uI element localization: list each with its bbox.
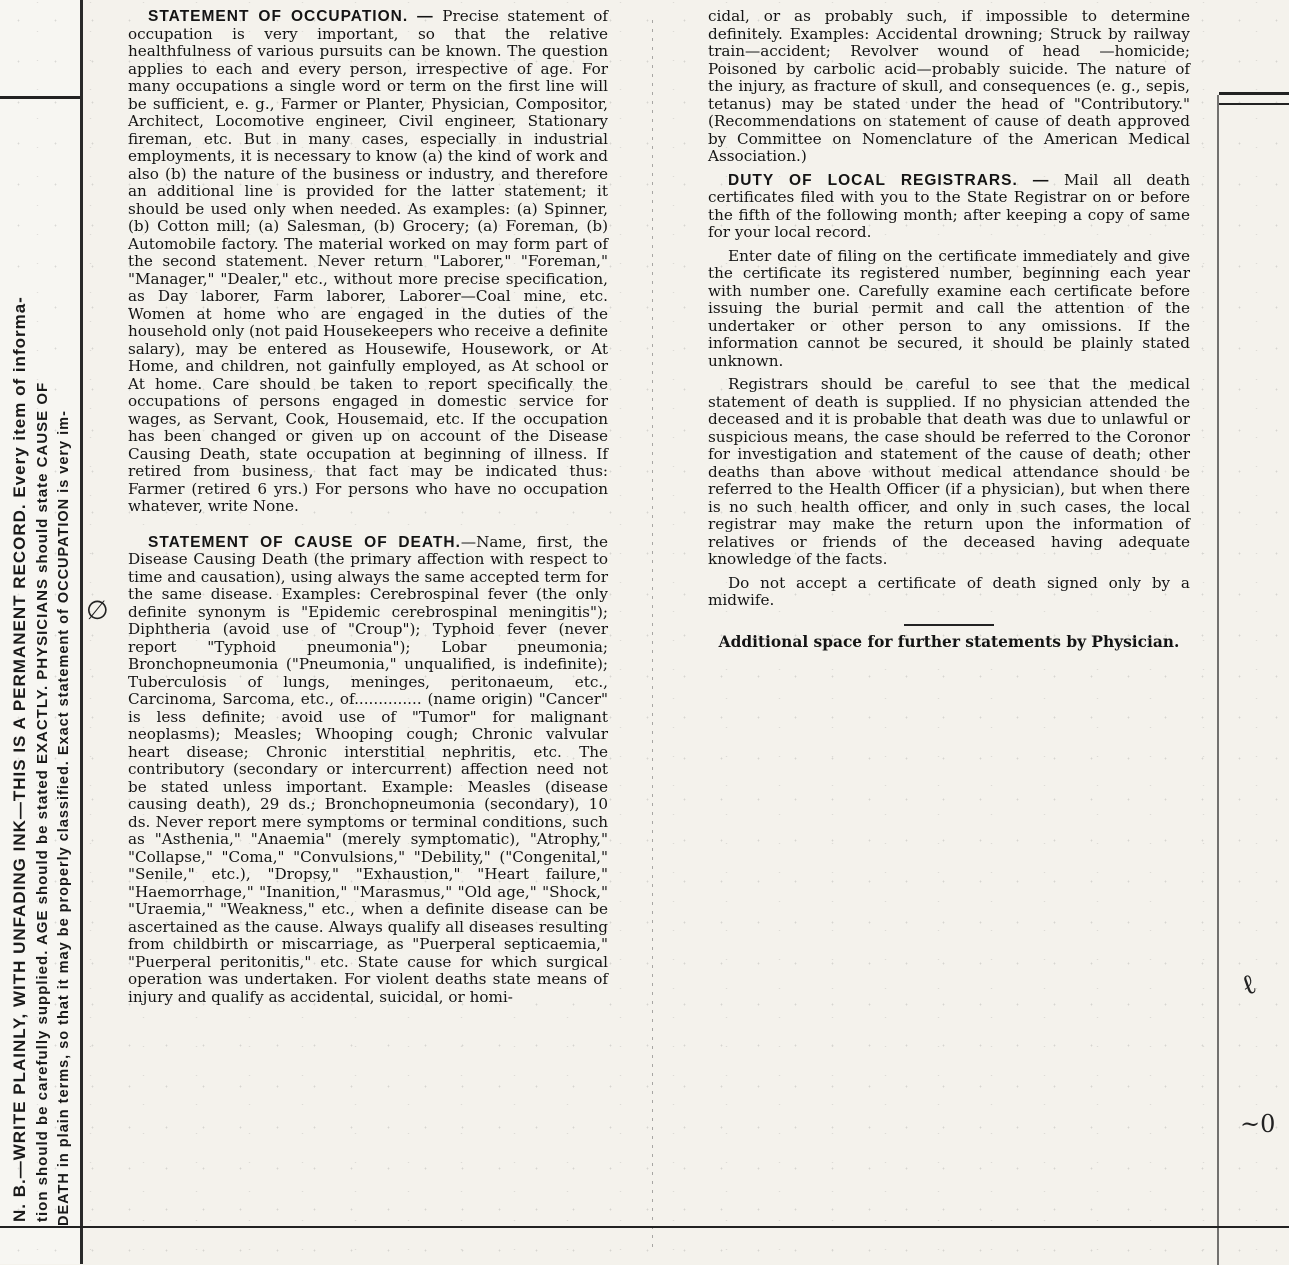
registrars-heading: DUTY OF LOCAL REGISTRARS. —	[728, 171, 1050, 189]
handwritten-zero-icon: ~0	[1240, 1110, 1276, 1138]
registrars-p1-text: Mail all death certificates filed with you to the State Registrar on or before the fifth of the following month; after keeping a copy of same for your local record.	[708, 170, 1190, 241]
right-edge-tab	[1219, 92, 1289, 105]
occupation-section	[128, 8, 608, 516]
section-rule	[904, 624, 994, 626]
cause-section	[128, 534, 608, 1007]
margin-notice-line-1: N. B.—WRITE PLAINLY, WITH UNFADING INK—THIS IS A PERMANENT RECORD. Every item of informa-	[10, 296, 29, 1222]
margin-divider	[80, 0, 83, 1264]
ink-blot-icon: ∅	[86, 596, 109, 626]
registrars-paragraph-1	[708, 172, 1190, 242]
registrars-paragraph-3: Registrars should be careful to see that the medical statement of death is supplied. If no physician attended the deceased and it is probable that death was due to unlawful or suspicious means, the case should be referred to the Coronor for investigation and statement of the cause of death; other deaths than above without medical attendance should be referred to the Health Officer (if a physician), but when there is no such health officer, and only in such cases, the local registrar may make the return upon the information of relatives or friends of the deceased having adequate knowledge of the facts.	[708, 375, 1190, 568]
bottom-rule	[0, 1226, 1289, 1228]
registrars-paragraph-4: Do not accept a certificate of death signed only by a midwife.	[708, 573, 1190, 609]
handwritten-mark-icon: ℓ	[1236, 966, 1261, 1003]
left-column	[128, 8, 608, 1024]
margin-notice-line-2: tion should be carefully supplied. AGE should be stated EXACTLY. PHYSICIANS should state CAUSE OF	[34, 381, 51, 1222]
right-column	[708, 8, 1190, 651]
additional-space-label: Additional space for further statements by Physician.	[718, 632, 1180, 651]
cause-body: —Name, first, the Disease Causing Death (the primary affection with respect to time and causation), using always the same accepted term for the same disease. Examples: Cerebrospinal fever (the only definite synonym is "Epidemic cerebrospinal meningitis"); Diphtheria (avoid use of "Croup"); Typhoid fever (never report "Typhoid pneumonia"); Lobar pneumonia; Bronchopneumonia ("Pneumonia," unqualified, is indefinite); Tuberculosis of lungs, meninges, peritonaeum, etc., Carcinoma, Sarcoma, etc., of.............. (name origin) "Cancer" is less definite; avoid use of "Tumor" for malignant neoplasms); Measles; Whooping cough; Chronic valvular heart disease; Chronic interstitial nephritis, etc. The contributory (secondary or intercurrent) affection need not be stated unless important. Example: Measles (disease causing death), 29 ds.; Bronchopneumonia (secondary), 10 ds. Never report mere symptoms or terminal conditions, such as "Asthenia," "Anaemia" (merely symptomatic), "Atrophy," "Collapse," "Coma," "Convulsions," "Debility," ("Congenital," "Senile," etc.), "Dropsy," "Exhaustion," "Heart failure," "Haemorrhage," "Inanition," "Marasmus," "Old age," "Shock," "Uraemia," "Weakness," etc., when a definite disease can be ascertained as the cause. Always qualify all diseases resulting from childbirth or miscarriage, as "Puerperal septicaemia," "Puerperal peritonitis," etc. State cause for which surgical operation was undertaken. For violent deaths state means of injury and qualify as accidental, suicidal, or homi-	[128, 532, 608, 1006]
occupation-heading: STATEMENT OF OCCUPATION. —	[148, 8, 434, 25]
cause-heading: STATEMENT OF CAUSE OF DEATH.	[148, 533, 461, 551]
column-divider	[652, 20, 653, 1250]
right-edge-line	[1217, 95, 1219, 1265]
occupation-body: Precise statement of occupation is very important, so that the relative healthfulness of various pursuits can be known. The question applies to each and every person, irrespective of age. For many occupations a single word or term on the first line will be sufficient, e. g., Farmer or Planter, Physician, Compositor, Architect, Locomotive engineer, Civil engineer, Stationary fireman, etc. But in many cases, especially in industrial employments, it is necessary to know (a) the kind of work and also (b) the nature of the business or industry, and therefore an additional line is provided for the latter statement; it should be used only when needed. As examples: (a) Spinner, (b) Cotton mill; (a) Salesman, (b) Grocery; (a) Foreman, (b) Automobile factory. The material worked on may form part of the second statement. Never return "Laborer," "Foreman," "Manager," "Dealer," etc., without more precise specification, as Day laborer, Farm laborer, Laborer—Coal mine, etc. Women at home who are engaged in the duties of the household only (not paid Housekeepers who receive a definite salary), may be entered as Housewife, Housework, or At Home, and children, not gainfully employed, as At school or At home. Care should be taken to report specifically the occupations of persons engaged in domestic service for wages, as Servant, Cook, Housemaid, etc. If the occupation has been changed or given up on account of the Disease Causing Death, state occupation at beginning of illness. If retired from business, that fact may be indicated thus: Farmer (retired 6 yrs.) For persons who have no occupation whatever, write None.	[128, 7, 609, 515]
margin-notice-line-3: DEATH in plain terms, so that it may be properly classified. Exact statement of OCCUPATION is very im-	[56, 410, 72, 1226]
cause-continuation: cidal, or as probably such, if impossible to determine definitely. Examples: Accidental drowning; Struck by railway train—accident; Revolver wound of head —homicide; Poisoned by carbolic acid—probably suicide. The nature of the injury, as fracture of skull, and consequences (e. g., sepis, tetanus) may be stated under the head of "Contributory." (Recommendations on statement of cause of death approved by Committee on Nomenclature of the American Medical Association.)	[708, 7, 1190, 165]
registrars-paragraph-2: Enter date of filing on the certificate immediately and give the certificate its registered number, beginning each year with number one. Carefully examine each certificate before issuing the burial permit and call the attention of the undertaker or other person to any omissions. If the information cannot be secured, it should be plainly stated unknown.	[708, 246, 1190, 370]
